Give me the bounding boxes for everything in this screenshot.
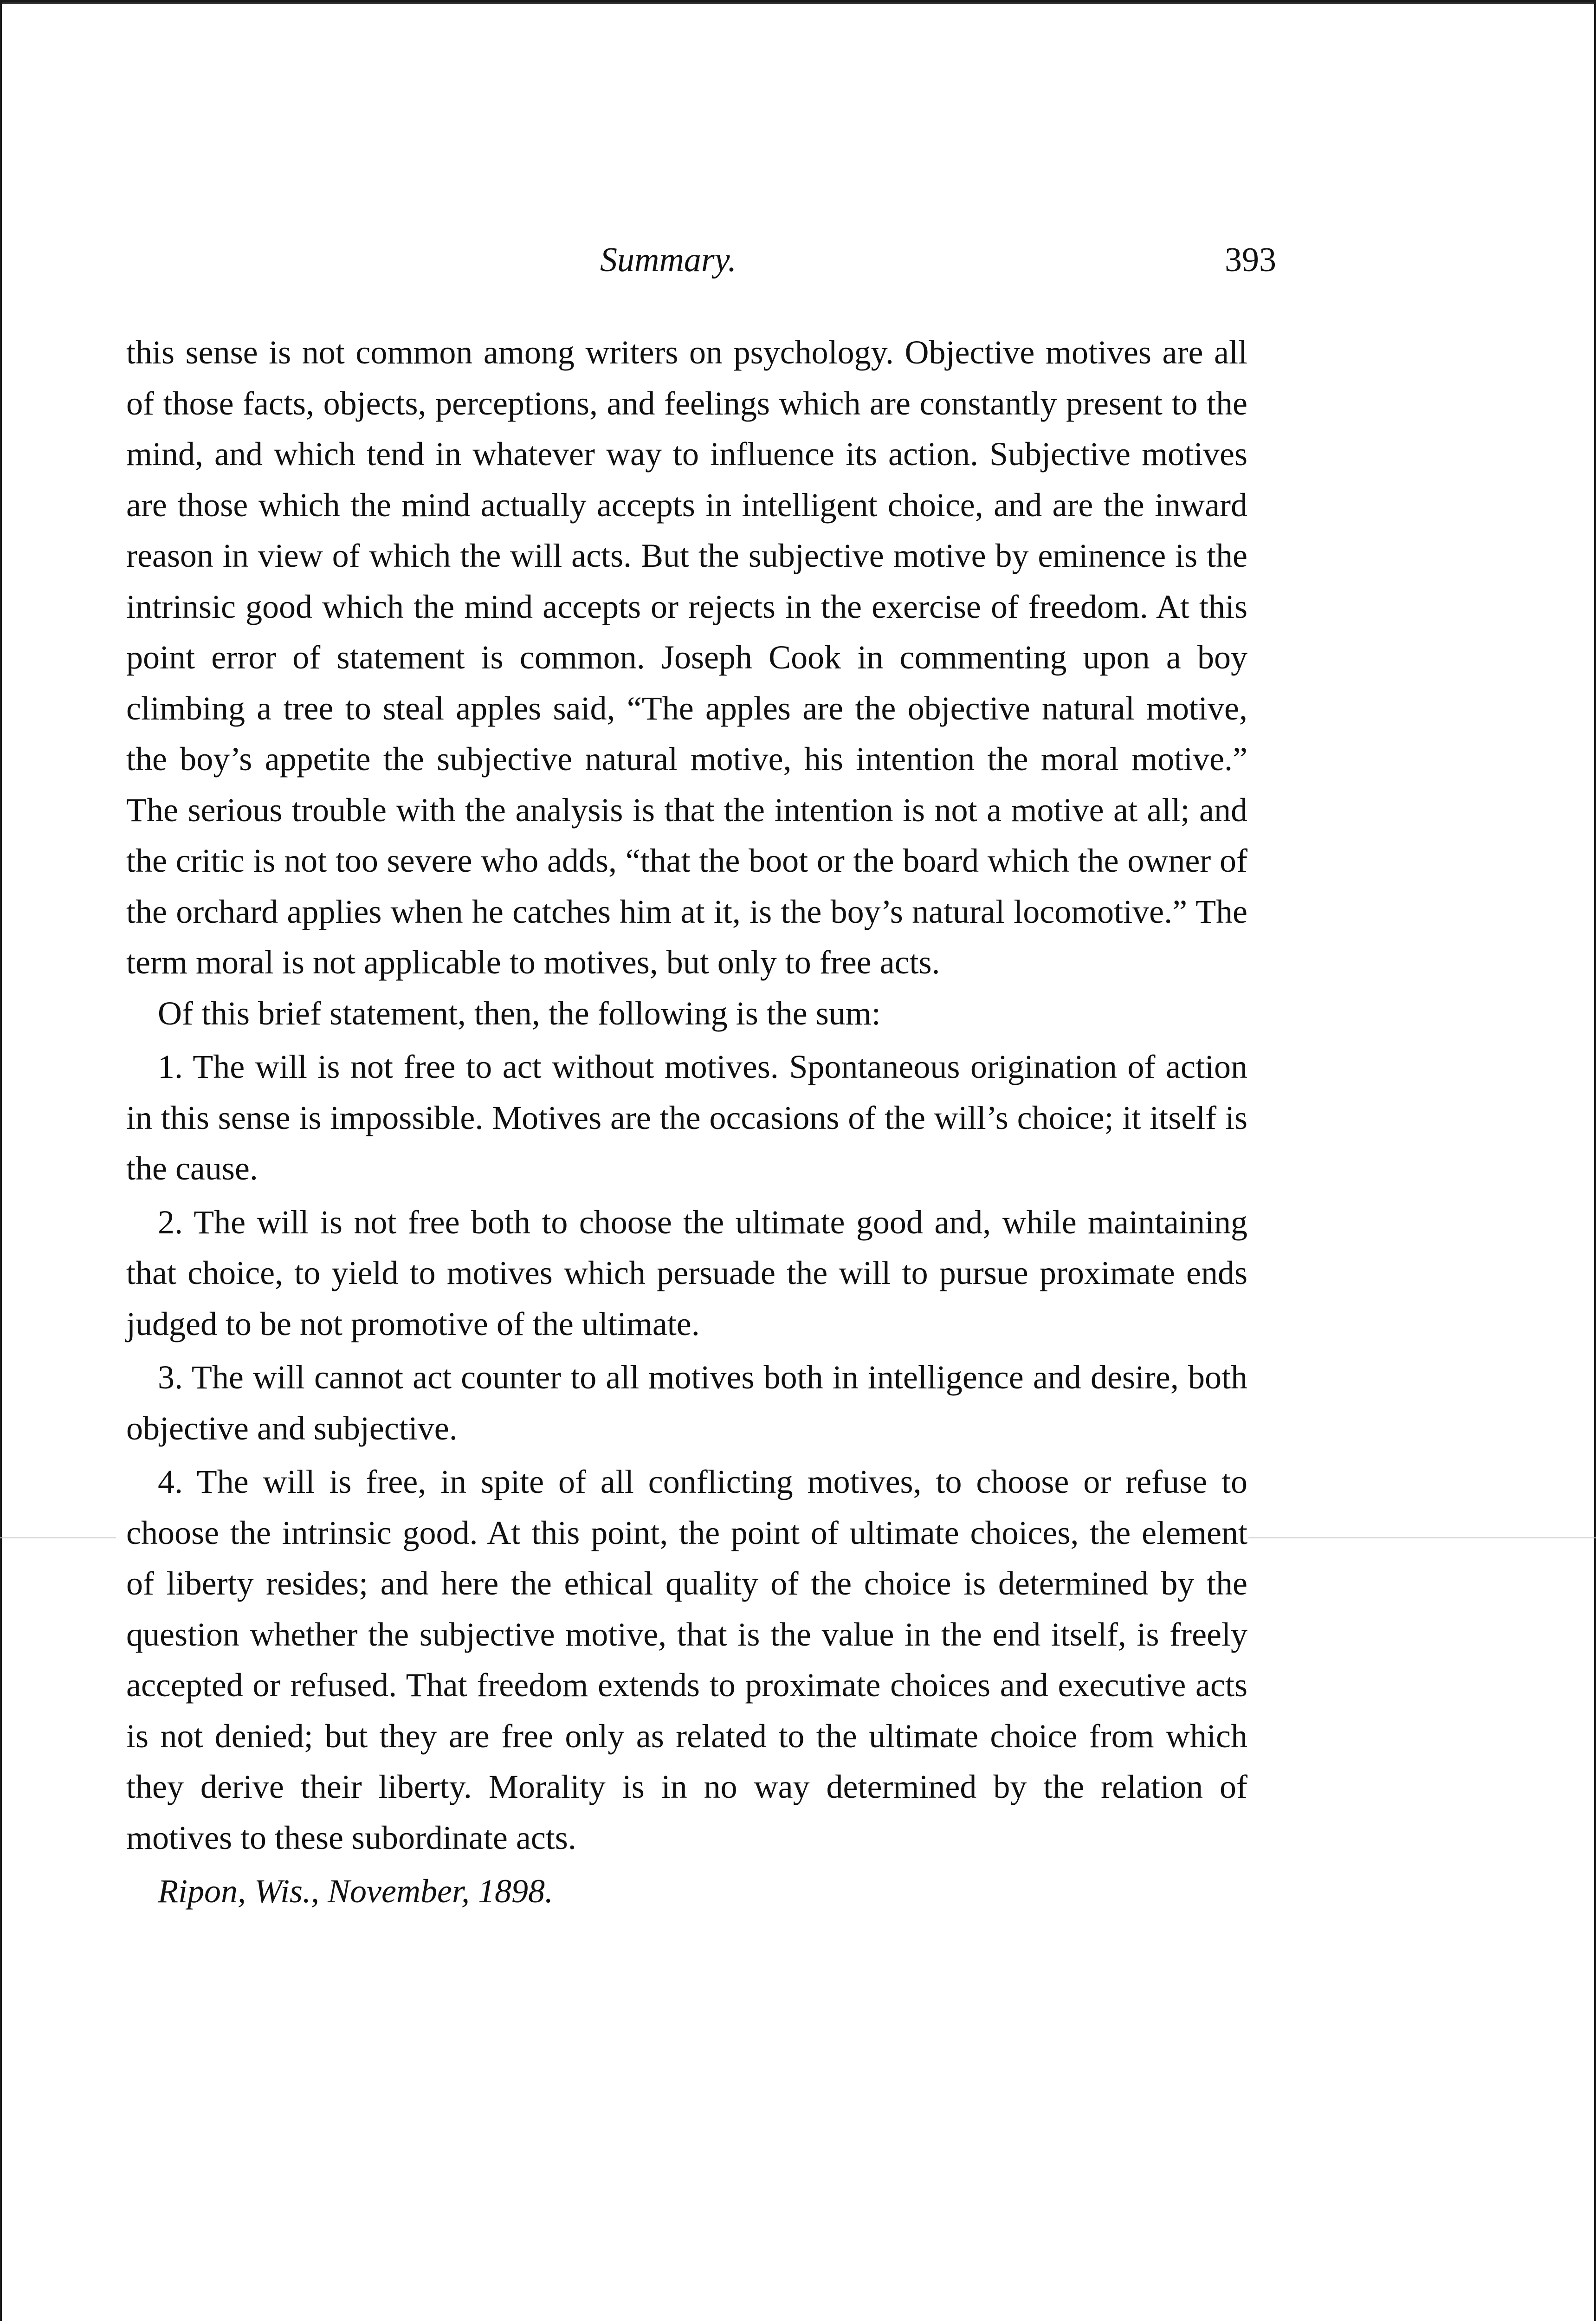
paragraph-continuation: this sense is not common among writers on psychology. Objective motives are all of those facts, objects, perceptions, and feelings which are constantly present to the mind, and which tend in whatever way to influence its action. Subjective motives are those which the mind actually accepts in intelligent choice, and are the inward reason in view of which the will acts. But the subjective motive by eminence is the intrinsic good which the mind accepts or rejects in the exercise of freedom. At this point error of statement is common. Joseph Cook in commenting upon a boy climbing a tree to steal apples said, “The apples are the objective natural motive, the boy’s appetite the subjective natural motive, his intention the moral motive.” The serious trouble with the analysis is that the intention is not a motive at all; and the critic is not too severe who adds, “that the boot or the board which the owner of the orchard applies when he catches him at it, is the boy’s natural locomotive.” The term moral is not applicable to motives, but only to free acts.	[126, 334, 1247, 981]
fold-line-right	[1248, 1537, 1596, 1538]
page-number: 393	[1225, 241, 1276, 279]
page-header	[0, 234, 1596, 285]
running-head: Summary.	[600, 241, 737, 279]
list-item-3: 3. The will cannot act counter to all motives both in intelligence and desire, both objective and subjective.	[126, 1359, 1247, 1447]
fold-line-left	[0, 1537, 116, 1538]
paragraph-summary-intro: Of this brief statement, then, the following is the sum:	[158, 994, 881, 1032]
list-item-4: 4. The will is free, in spite of all conflicting motives, to choose or refuse to choose the intrinsic good. At this point, the point of ultimate choices, the element of liberty resides; and here the ethical quality of the choice is determined by the question whether the subjective motive, that is the value in the end itself, is freely accepted or refused. That freedom extends to proximate choices and executive acts is not denied; but they are free only as related to the ultimate choice from which they derive their liberty. Morality is in no way determined by the relation of motives to these subordinate acts.	[126, 1463, 1247, 1856]
list-item-1: 1. The will is not free to act without motives. Spontaneous origination of action in this sense is impossible. Motives are the occasions of the will’s choice; it itself is the cause.	[126, 1048, 1247, 1187]
dateline: Ripon, Wis., November, 1898.	[158, 1873, 553, 1910]
body-text	[126, 327, 1247, 1917]
list-item-2: 2. The will is not free both to choose the ultimate good and, while maintaining that choice, to yield to motives which persuade the will to pursue proximate ends judged to be not promotive of the ultimate.	[126, 1203, 1247, 1342]
